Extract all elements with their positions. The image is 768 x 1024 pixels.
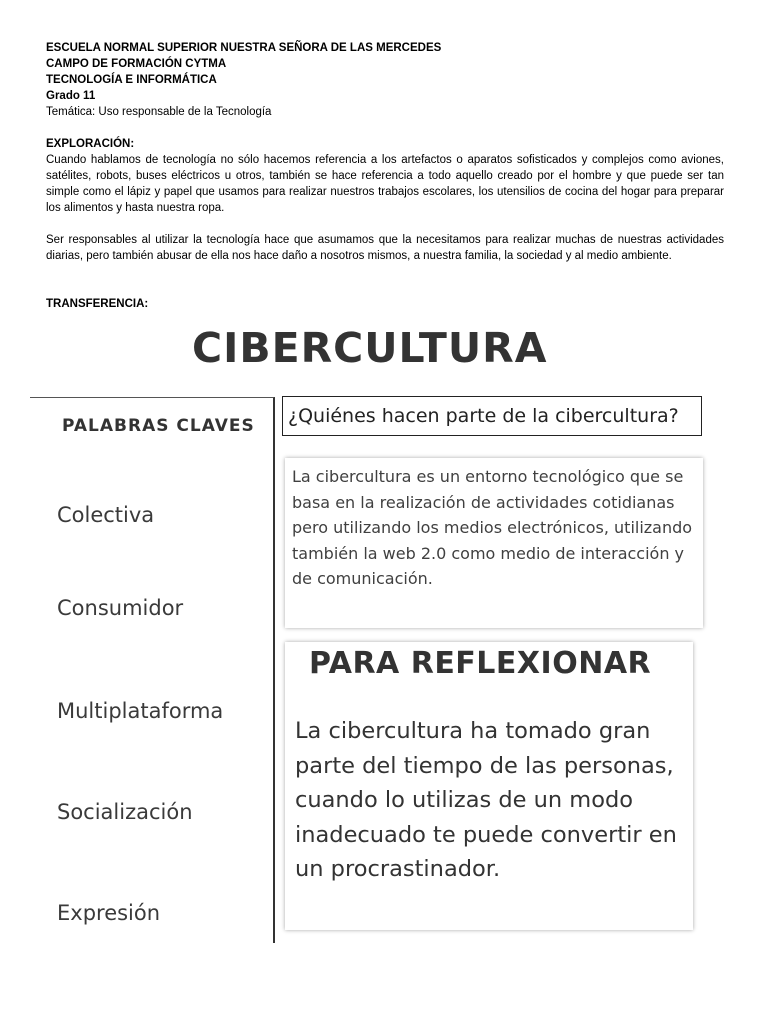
reflection-box — [285, 642, 693, 930]
infographic-title: CIBERCULTURA — [192, 324, 548, 372]
keyword-item: Consumidor — [57, 596, 184, 620]
grade-label: Grado 11 — [46, 90, 96, 102]
exploration-paragraph-2: Ser responsables al utilizar la tecnología hace que asumamos que la necesitamos para realizar muchas de nuestras actividades diarias, pero también abusar de ella nos hace daño a nosotros mismos, a nuestra familia, la sociedad y al medio ambiente. — [46, 234, 724, 262]
reflection-text: La cibercultura ha tomado gran parte del tiempo de las personas, cuando lo utilizas de un modo inadecuado te puede convertir en un procrastinador. — [295, 718, 677, 882]
definition-box — [285, 458, 703, 628]
topic-label: Temática: Uso responsable de la Tecnología — [46, 106, 272, 118]
keyword-item: Socialización — [57, 800, 193, 824]
school-name: ESCUELA NORMAL SUPERIOR NUESTRA SEÑORA DE LAS MERCEDES — [46, 42, 442, 54]
transfer-title: TRANSFERENCIA: — [46, 298, 149, 310]
keyword-item: Multiplataforma — [57, 699, 224, 723]
keyword-item: Colectiva — [57, 503, 155, 527]
keywords-heading: PALABRAS CLAVES — [62, 416, 255, 436]
keywords-panel — [30, 397, 275, 943]
question-box: ¿Quiénes hacen parte de la cibercultura? — [282, 396, 702, 436]
exploration-title: EXPLORACIÓN: — [46, 138, 135, 150]
definition-text: La cibercultura es un entorno tecnológico que se basa en la realización de actividades cotidianas pero utilizando los medios electrónicos, utilizando también la web 2.0 como medio de interacción y de comunicación. — [292, 467, 693, 588]
document-header — [46, 40, 726, 120]
keyword-item: Expresión — [57, 901, 161, 925]
reflection-title: PARA REFLEXIONAR — [309, 646, 652, 681]
exploration-paragraph-1: Cuando hablamos de tecnología no sólo hacemos referencia a los artefactos o aparatos sofisticados y complejos como aviones, satélites, robots, buses eléctricos u otros, también se hace referencia a todo aquello creado por el hombre y que puede ser tan simple como el lápiz y papel que usamos para realizar nuestros trabajos escolares, los utensilios de cocina del hogar para preparar los alimentos y hasta nuestra ropa. — [46, 154, 724, 214]
subject-name: TECNOLOGÍA E INFORMÁTICA — [46, 74, 217, 86]
campus-name: CAMPO DE FORMACIÓN CYTMA — [46, 58, 227, 70]
